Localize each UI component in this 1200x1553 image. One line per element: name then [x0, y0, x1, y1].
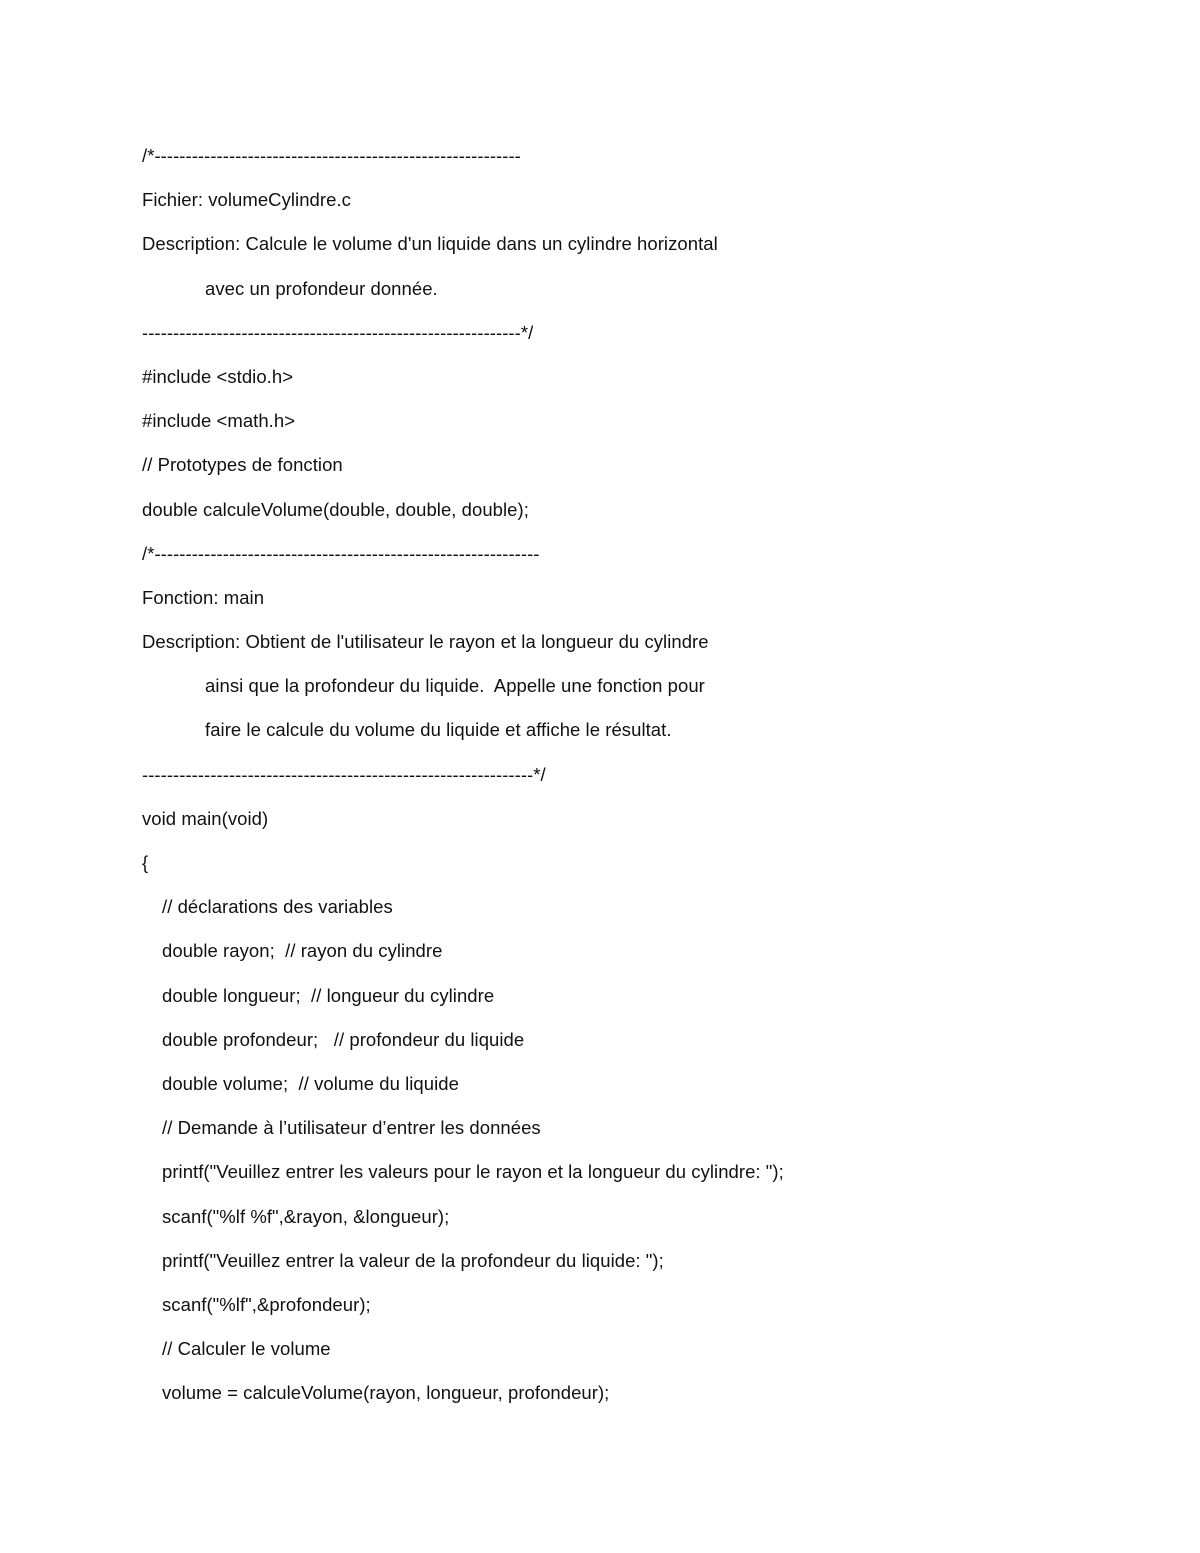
- declaration-longueur: double longueur; // longueur du cylindre: [162, 984, 495, 1006]
- function-description-continuation-1: ainsi que la profondeur du liquide. Appelle une fonction pour: [205, 675, 705, 697]
- function-comment-open: /*--------------------------------------------------------------: [142, 542, 540, 564]
- function-name-line: Fonction: main: [142, 586, 265, 608]
- variables-comment: // déclarations des variables: [162, 896, 393, 918]
- function-description-continuation-2: faire le calcule du volume du liquide et affiche le résultat.: [205, 719, 672, 741]
- printf-profondeur: printf("Veuillez entrer la valeur de la profondeur du liquide: ");: [162, 1249, 664, 1271]
- input-comment: // Demande à l’utilisateur d’entrer les données: [162, 1117, 541, 1139]
- include-math: #include <math.h>: [142, 410, 296, 432]
- function-description-line: Description: Obtient de l'utilisateur le rayon et la longueur du cylindre: [142, 631, 709, 653]
- header-comment-open: /*-----------------------------------------------------------: [142, 145, 521, 166]
- header-comment-close: -------------------------------------------------------------*/: [142, 321, 534, 343]
- code-listing: [142, 142, 1122, 1423]
- scanf-rayon-longueur: scanf("%lf %f",&rayon, &longueur);: [162, 1205, 450, 1227]
- main-signature: void main(void): [142, 807, 269, 829]
- include-stdio: #include <stdio.h>: [142, 365, 294, 387]
- function-comment-close: ---------------------------------------------------------------*/: [142, 763, 546, 785]
- file-description-line: Description: Calcule le volume d'un liquide dans un cylindre horizontal: [142, 233, 718, 255]
- prototypes-comment: // Prototypes de fonction: [142, 454, 343, 476]
- main-open-brace: {: [142, 852, 149, 873]
- declaration-volume: double volume; // volume du liquide: [162, 1072, 459, 1094]
- declaration-rayon: double rayon; // rayon du cylindre: [162, 940, 443, 962]
- prototype-calculevolume: double calculeVolume(double, double, double);: [142, 498, 529, 520]
- scanf-profondeur: scanf("%lf",&profondeur);: [162, 1293, 371, 1315]
- calculate-comment: // Calculer le volume: [162, 1338, 331, 1360]
- printf-rayon-longueur: printf("Veuillez entrer les valeurs pour le rayon et la longueur du cylindre: ");: [162, 1161, 784, 1183]
- file-name-line: Fichier: volumeCylindre.c: [142, 189, 351, 211]
- file-description-continuation: avec un profondeur donnée.: [205, 277, 438, 299]
- declaration-profondeur: double profondeur; // profondeur du liquide: [162, 1028, 525, 1050]
- volume-assignment: volume = calculeVolume(rayon, longueur, profondeur);: [162, 1382, 610, 1404]
